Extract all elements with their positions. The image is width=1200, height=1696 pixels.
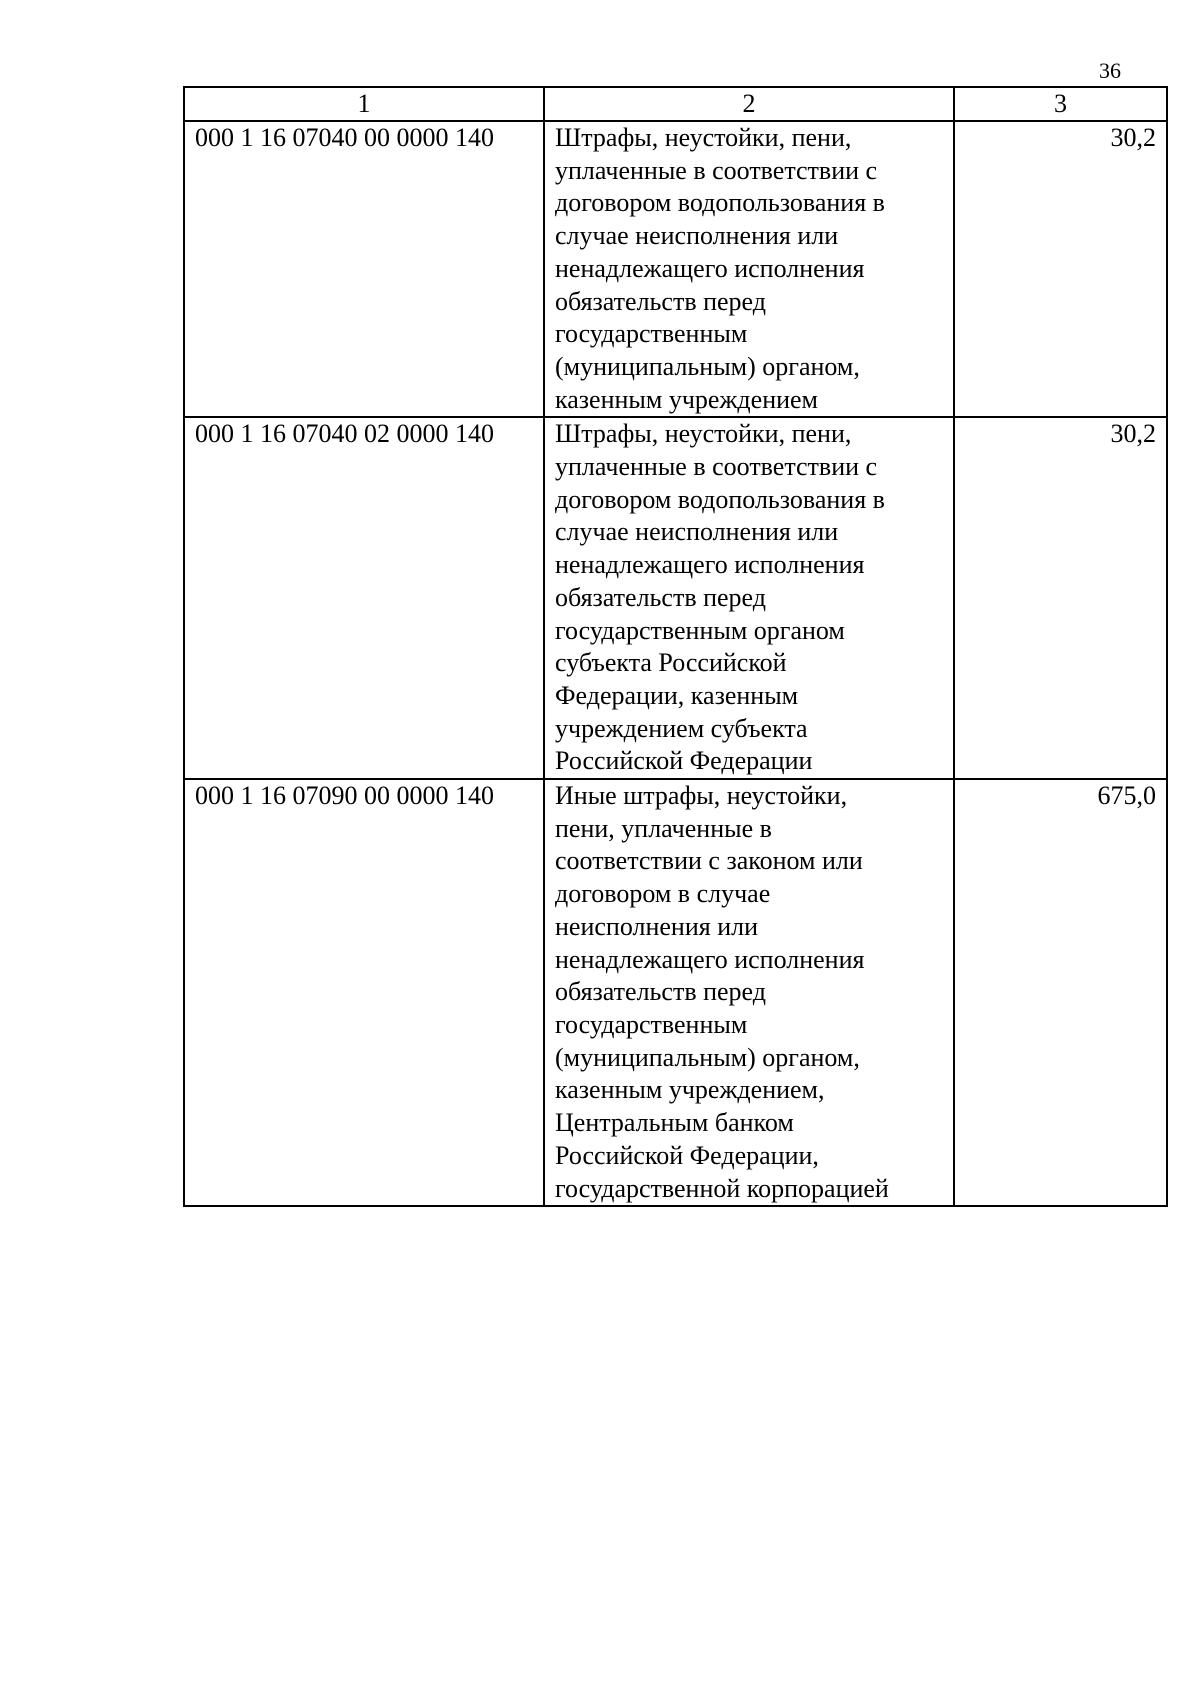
column-header-code: 1 (184, 87, 544, 121)
column-header-amount: 3 (954, 87, 1167, 121)
income-amount: 30,2 (954, 121, 1167, 417)
income-name: Иные штрафы, неустойки, пени, уплаченные в соответствии с законом или договором в случае неисполнения или ненадлежащего исполнения обязательств перед государственным (муниципальным) органом, казенным учреждением, Центральным банком Российской Федерации, государственной корпорацией (544, 779, 954, 1206)
income-code: 000 1 16 07040 02 0000 140 (184, 417, 544, 779)
table-row (184, 779, 1167, 1206)
income-name: Штрафы, неустойки, пени, уплаченные в соответствии с договором водопользования в случае неисполнения или ненадлежащего исполнения обязательств перед государственным (муниципальным) органом, казенным учреждением (544, 121, 954, 417)
income-code: 000 1 16 07040 00 0000 140 (184, 121, 544, 417)
budget-table (183, 86, 1168, 1207)
header-row (184, 87, 1167, 121)
income-code: 000 1 16 07090 00 0000 140 (184, 779, 544, 1206)
table-row (184, 121, 1167, 417)
table-row (184, 417, 1167, 779)
column-header-name: 2 (544, 87, 954, 121)
income-amount: 30,2 (954, 417, 1167, 779)
income-amount: 675,0 (954, 779, 1167, 1206)
income-name: Штрафы, неустойки, пени, уплаченные в соответствии с договором водопользования в случае неисполнения или ненадлежащего исполнения обязательств перед государственным органом субъекта Российской Федерации, казенным учреждением субъекта Российской Федерации (544, 417, 954, 779)
page-number: 36 (1099, 58, 1121, 83)
